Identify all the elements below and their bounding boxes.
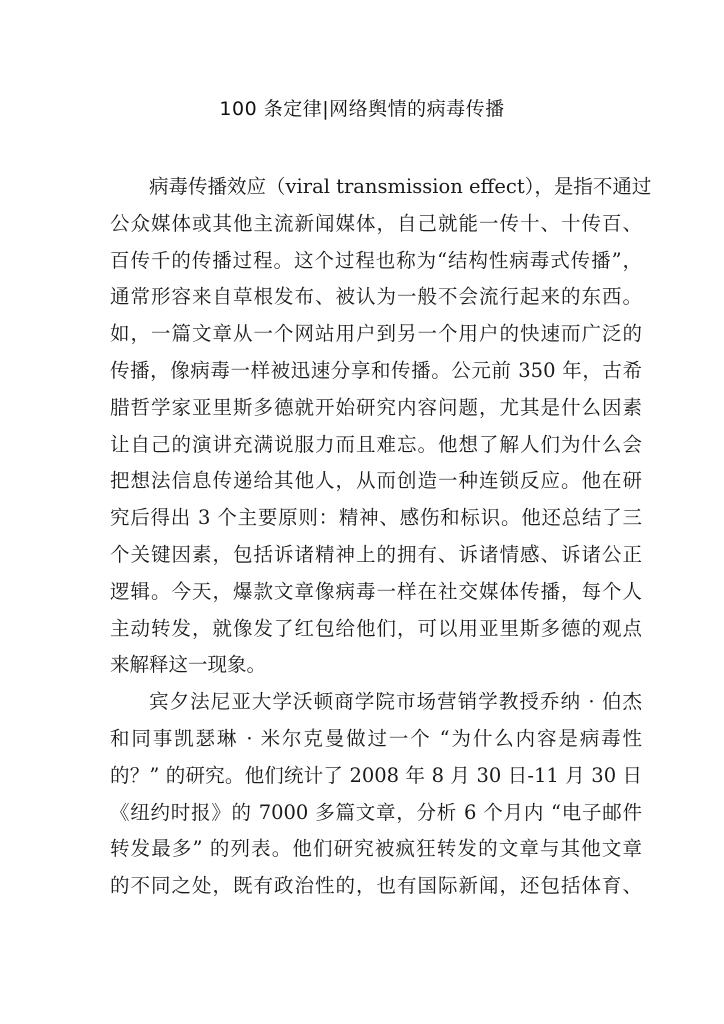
text-line: 来解释这一现象。 [110,653,267,677]
text-line: 传播，像病毒一样被迅速分享和传播。公元前 350 年，古希 [110,358,642,382]
document-title: 100 条定律|网络舆情的病毒传播 [219,98,505,120]
text-line: 主动转发，就像发了红包给他们，可以用亚里斯多德的观点 [110,616,642,640]
paragraph-2 [110,684,642,905]
text-line: 宾夕法尼亚大学沃顿商学院市场营销学教授乔纳 · 伯杰 [149,690,642,714]
text-line: 转发最多” 的列表。他们研究被疯狂转发的文章与其他文章 [110,837,642,861]
text-line: 百传千的传播过程。这个过程也称为“结构性病毒式传播”， [110,248,642,272]
text-line: 《纽约时报》的 7000 多篇文章，分析 6 个月内 “电子邮件 [110,800,642,824]
paragraph-1 [110,169,652,684]
text-line: 把想法信息传递给其他人，从而创造一种连锁反应。他在研 [110,469,642,493]
text-line: 逻辑。今天，爆款文章像病毒一样在社交媒体传播，每个人 [110,579,642,603]
text-line: 究后得出 3 个主要原则：精神、感伤和标识。他还总结了三 [110,506,642,530]
document-body [110,169,652,905]
text-line: 如，一篇文章从一个网站用户到另一个用户的快速而广泛的 [110,322,642,346]
text-line: 腊哲学家亚里斯多德就开始研究内容问题，尤其是什么因素 [110,395,642,419]
text-line: 个关键因素，包括诉诸精神上的拥有、诉诸情感、诉诸公正 [110,542,642,566]
text-line: 病毒传播效应（viral transmission effect），是指不通过 [149,175,652,198]
text-line: 的？” 的研究。他们统计了 2008 年 8 月 30 日-11 月 30 日 [110,763,642,787]
text-line: 让自己的演讲充满说服力而且难忘。他想了解人们为什么会 [110,432,642,456]
text-line: 公众媒体或其他主流新闻媒体，自己就能一传十、十传百、 [110,211,642,235]
text-line: 的不同之处，既有政治性的，也有国际新闻，还包括体育、 [110,874,642,898]
text-line: 和同事凯瑟琳 · 米尔克曼做过一个 “为什么内容是病毒性 [110,726,642,750]
text-line: 通常形容来自草根发布、被认为一般不会流行起来的东西。 [110,285,642,309]
